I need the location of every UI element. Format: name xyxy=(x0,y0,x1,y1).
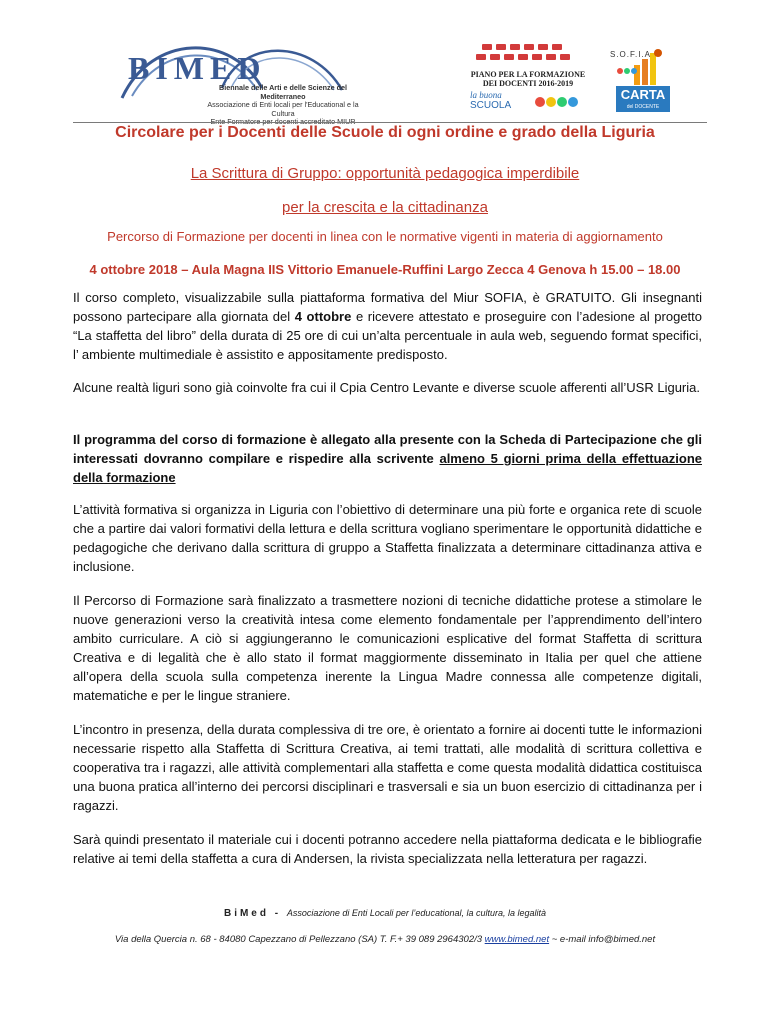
paragraph-7: Sarà quindi presentato il materiale cui i docenti potranno accedere nella piattaforma dedicata e le bibliografie relative ai temi della staffetta a cura di Andersen, la rivista specializzata nella letteratura per ragazzi. xyxy=(73,832,702,866)
footer-brand: BiMed xyxy=(223,908,269,919)
bimed-line-1: Biennale delle Arti e delle Scienze del Mediterraneo xyxy=(219,83,347,101)
bimed-wordmark: BIMED xyxy=(128,50,267,86)
letterhead xyxy=(0,0,770,126)
bimed-line-3: Ente Formatore per docenti accreditato MIUR xyxy=(210,117,356,126)
course-subtitle: Percorso di Formazione per docenti in linea con le normative vigenti in materia di aggiornamento xyxy=(107,229,663,244)
paragraph-1: Il corso completo, visualizzabile sulla piattaforma formativa del Miur SOFIA, è GRATUITO. Gli insegnanti possono partecipare alla giornata del 4 ottobre e ricevere attestato e proseguire con l’adesione al progetto “La staffetta del libro” della durata di 25 ore di cui un’alta percentuale in aula web, seguendo format specifici, l’ ambiente multimediale è assistito e appositamente predisposto. xyxy=(73,290,703,362)
carta-docente-badge xyxy=(616,86,670,112)
paragraph-4: L’attività formativa si organizza in Liguria con l’obiettivo di determinare una più forte e organica rete di scuole che a partire dai valori formativi della lettura e della scrittura vogliano sperimentare le opportunità didattiche e pedagogiche che derivano dalla scrittura di gruppo a Staffetta finalizzata a determinare cittadinanza attiva e inclusione. xyxy=(73,502,702,574)
event-date-location: 4 ottobre 2018 – Aula Magna IIS Vittorio Emanuele-Ruffini Largo Zecca 4 Genova h 15.00 – 18.00 xyxy=(89,262,681,277)
carta-sub-label: del DOCENTE xyxy=(626,104,660,110)
footer-tagline-text: Associazione di Enti Locali per l’educational, la cultura, la legalità xyxy=(286,908,547,918)
paragraph-2: Alcune realtà liguri sono già coinvolte fra cui il Cpia Centro Levante e diverse scuole afferenti all’USR Liguria. xyxy=(73,380,700,395)
paragraph-3-program: Il programma del corso di formazione è allegato alla presente con la Scheda di Partecipazione che gli interessati dovranno compilare e rispedire alla scrivente almeno 5 giorni prima della effettuazione della formazione xyxy=(73,432,702,485)
bimed-line-2: Associazione di Enti locali per l'Educational e la Cultura xyxy=(207,100,359,118)
buona-scuola-label-2: SCUOLA xyxy=(470,100,512,111)
sofia-label: S.O.F.I.A xyxy=(610,50,652,59)
header-divider xyxy=(73,122,707,123)
course-title-line-2: per la crescita e la cittadinanza xyxy=(282,199,488,216)
website-link[interactable]: www.bimed.net xyxy=(484,934,550,945)
circular-title: Circolare per i Docenti delle Scuole di ogni ordine e grado della Liguria xyxy=(115,124,655,141)
piano-formazione-title: PIANO PER LA FORMAZIONE DEI DOCENTI 2016-2019 xyxy=(470,70,586,88)
footer-address: Via della Quercia n. 68 - 84080 Capezzano di Pellezzano (SA) T. F.+ 39 089 2964302/3 www.bimed.net ~ e-mail info@bimed.net xyxy=(114,934,656,945)
buona-scuola-label: la buona xyxy=(470,90,502,100)
bimed-description xyxy=(198,84,368,127)
paragraph-5: Il Percorso di Formazione sarà finalizzato a trasmettere nozioni di tecniche didattiche protese a stimolare le nuove generazioni verso la creatività intesa come elemento fondamentale per l’apprendimento dell’intero ambito curriculare. A ciò si aggiungeranno le comunicazioni esplicative del format Staffetta di scrittura Creativa e di legalità che è allo stato il format maggiormente disseminato in Italia per quel che attiene all’opera della scuola sulla competenza inerente la Lingua Madre connessa alle competenze digitali, matematiche e per le lingue straniere. xyxy=(73,593,702,703)
footer-tagline: BiMed - Associazione di Enti Locali per l’educational, la cultura, la legalità xyxy=(223,908,547,919)
paragraph-6: L’incontro in presenza, della durata complessiva di tre ore, è orientato a fornire ai docenti tutte le informazioni necessarie rispetto alla Staffetta di Scrittura Creativa, ai temi trattati, alle modalità di scrittura collettiva e cooperativa tra i ragazzi, alle attività complementari alla staffetta e come questa modalità didattica costituisca una buona pratica all’interno dei percorsi disciplinari e trasversali e sia un buon esercizio di cittadinanza per i ragazzi. xyxy=(73,722,702,813)
carta-label: CARTA xyxy=(620,87,666,102)
course-title-line-1: La Scrittura di Gruppo: opportunità pedagogica imperdibile xyxy=(190,165,580,182)
footer-email[interactable]: ~ e-mail info@bimed.net xyxy=(549,934,656,945)
